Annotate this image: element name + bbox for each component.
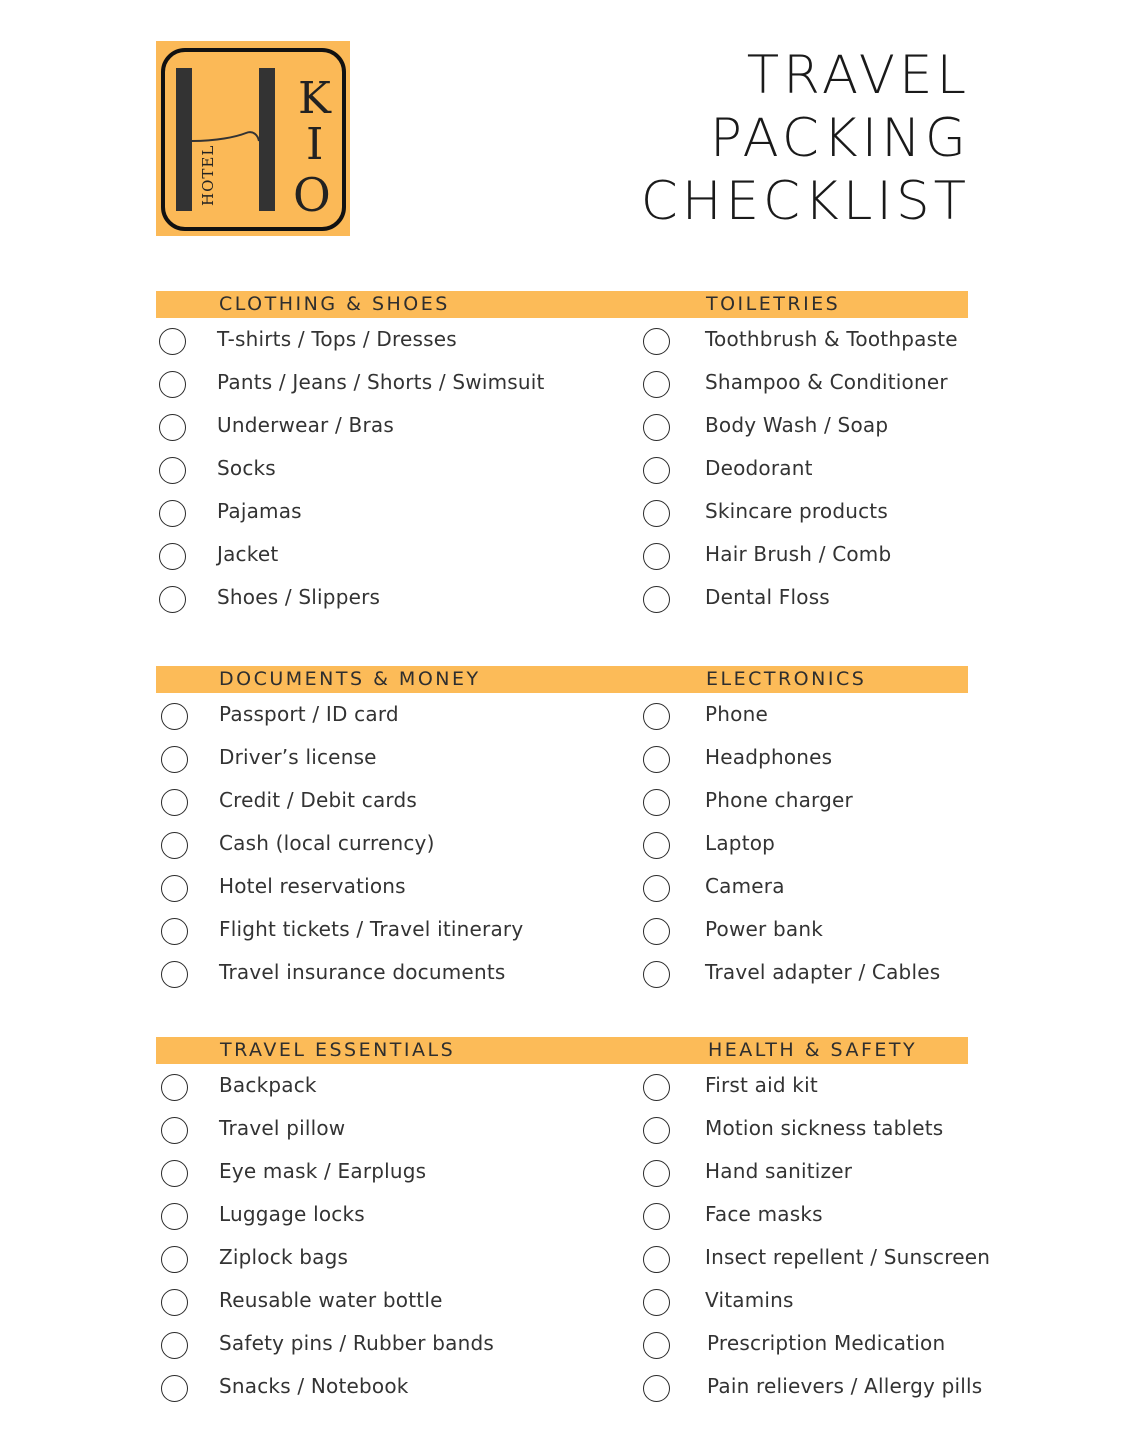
checkbox-circle[interactable] (643, 1074, 670, 1101)
checkbox-circle[interactable] (643, 371, 670, 398)
item-label: Pain relievers / Allergy pills (707, 1374, 983, 1398)
item-label: Passport / ID card (219, 702, 399, 726)
checkbox-circle[interactable] (161, 832, 188, 859)
checkbox-circle[interactable] (643, 918, 670, 945)
checkbox-circle[interactable] (643, 1375, 670, 1402)
checkbox-circle[interactable] (643, 414, 670, 441)
checkbox-circle[interactable] (643, 746, 670, 773)
checkbox-circle[interactable] (643, 1332, 670, 1359)
checkbox-circle[interactable] (161, 1160, 188, 1187)
checkbox-circle[interactable] (643, 500, 670, 527)
item-label: Ziplock bags (219, 1245, 349, 1269)
item-label: Jacket (217, 542, 279, 566)
item-label: Safety pins / Rubber bands (219, 1331, 495, 1355)
logo-vertical-text: HOTEL (199, 144, 217, 206)
checkbox-circle[interactable] (643, 328, 670, 355)
checkbox-circle[interactable] (161, 703, 188, 730)
logo-letter-i: I (306, 119, 324, 170)
item-label: Power bank (705, 917, 824, 941)
checkbox-circle[interactable] (159, 371, 186, 398)
item-label: Phone (705, 702, 768, 726)
checkbox-circle[interactable] (161, 1117, 188, 1144)
item-label: Credit / Debit cards (219, 788, 417, 812)
item-label: Travel insurance documents (219, 960, 506, 984)
checkbox-circle[interactable] (159, 457, 186, 484)
heading-health-safety: HEALTH & SAFETY (708, 1039, 918, 1061)
item-label: First aid kit (705, 1073, 818, 1097)
item-label: Driver’s license (219, 745, 377, 769)
checkbox-circle[interactable] (159, 414, 186, 441)
logo-letter-k: K (298, 73, 331, 124)
item-label: T-shirts / Tops / Dresses (217, 327, 457, 351)
checkbox-circle[interactable] (643, 832, 670, 859)
checkbox-circle[interactable] (643, 586, 670, 613)
item-label: Body Wash / Soap (705, 413, 889, 437)
heading-toiletries: TOILETRIES (706, 293, 841, 315)
checkbox-circle[interactable] (161, 918, 188, 945)
item-label: Toothbrush & Toothpaste (705, 327, 958, 351)
item-label: Shoes / Slippers (217, 585, 381, 609)
heading-electronics: ELECTRONICS (706, 668, 867, 690)
checkbox-circle[interactable] (159, 500, 186, 527)
checkbox-circle[interactable] (643, 875, 670, 902)
checkbox-circle[interactable] (643, 1160, 670, 1187)
item-label: Cash (local currency) (219, 831, 435, 855)
item-label: Travel adapter / Cables (705, 960, 941, 984)
checkbox-circle[interactable] (643, 457, 670, 484)
item-label: Hand sanitizer (705, 1159, 853, 1183)
item-label: Socks (217, 456, 276, 480)
checkbox-circle[interactable] (161, 1246, 188, 1273)
logo-letter-o: O (293, 168, 331, 222)
checkbox-circle[interactable] (643, 1203, 670, 1230)
item-label: Snacks / Notebook (219, 1374, 409, 1398)
checkbox-circle[interactable] (643, 789, 670, 816)
checkbox-circle[interactable] (161, 746, 188, 773)
heading-documents-money: DOCUMENTS & MONEY (219, 668, 481, 690)
title-line-3: CHECKLIST (640, 171, 970, 232)
checkbox-circle[interactable] (161, 1203, 188, 1230)
item-label: Pajamas (217, 499, 302, 523)
checkbox-circle[interactable] (161, 961, 188, 988)
item-label: Shampoo & Conditioner (705, 370, 948, 394)
title-line-1: TRAVEL (746, 45, 970, 106)
item-label: Prescription Medication (707, 1331, 946, 1355)
heading-travel-essentials: TRAVEL ESSENTIALS (220, 1039, 456, 1061)
item-label: Underwear / Bras (217, 413, 394, 437)
item-label: Flight tickets / Travel itinerary (219, 917, 524, 941)
item-label: Eye mask / Earplugs (219, 1159, 427, 1183)
item-label: Backpack (219, 1073, 317, 1097)
checkbox-circle[interactable] (161, 1375, 188, 1402)
checkbox-circle[interactable] (643, 1289, 670, 1316)
item-label: Vitamins (705, 1288, 794, 1312)
logo-graphic (156, 41, 350, 236)
checkbox-circle[interactable] (159, 328, 186, 355)
hotel-logo (156, 41, 350, 236)
item-label: Headphones (705, 745, 833, 769)
item-label: Laptop (705, 831, 776, 855)
checkbox-circle[interactable] (161, 1074, 188, 1101)
checkbox-circle[interactable] (643, 543, 670, 570)
item-label: Reusable water bottle (219, 1288, 443, 1312)
item-label: Phone charger (705, 788, 853, 812)
page-title (641, 44, 970, 233)
item-label: Camera (705, 874, 785, 898)
item-label: Face masks (705, 1202, 823, 1226)
item-label: Deodorant (705, 456, 813, 480)
checkbox-circle[interactable] (643, 1246, 670, 1273)
checkbox-circle[interactable] (159, 586, 186, 613)
item-label: Motion sickness tablets (705, 1116, 944, 1140)
item-label: Skincare products (705, 499, 888, 523)
checkbox-circle[interactable] (161, 789, 188, 816)
checkbox-circle[interactable] (643, 1117, 670, 1144)
checkbox-circle[interactable] (161, 1332, 188, 1359)
item-label: Pants / Jeans / Shorts / Swimsuit (217, 370, 545, 394)
item-label: Travel pillow (219, 1116, 346, 1140)
checkbox-circle[interactable] (643, 961, 670, 988)
item-label: Hair Brush / Comb (705, 542, 892, 566)
checkbox-circle[interactable] (161, 1289, 188, 1316)
item-label: Luggage locks (219, 1202, 365, 1226)
checkbox-circle[interactable] (161, 875, 188, 902)
item-label: Dental Floss (705, 585, 830, 609)
item-label: Hotel reservations (219, 874, 406, 898)
heading-clothing-shoes: CLOTHING & SHOES (219, 293, 450, 315)
title-line-2: PACKING (709, 108, 970, 169)
checkbox-circle[interactable] (643, 703, 670, 730)
checkbox-circle[interactable] (159, 543, 186, 570)
item-label: Insect repellent / Sunscreen (705, 1245, 991, 1269)
